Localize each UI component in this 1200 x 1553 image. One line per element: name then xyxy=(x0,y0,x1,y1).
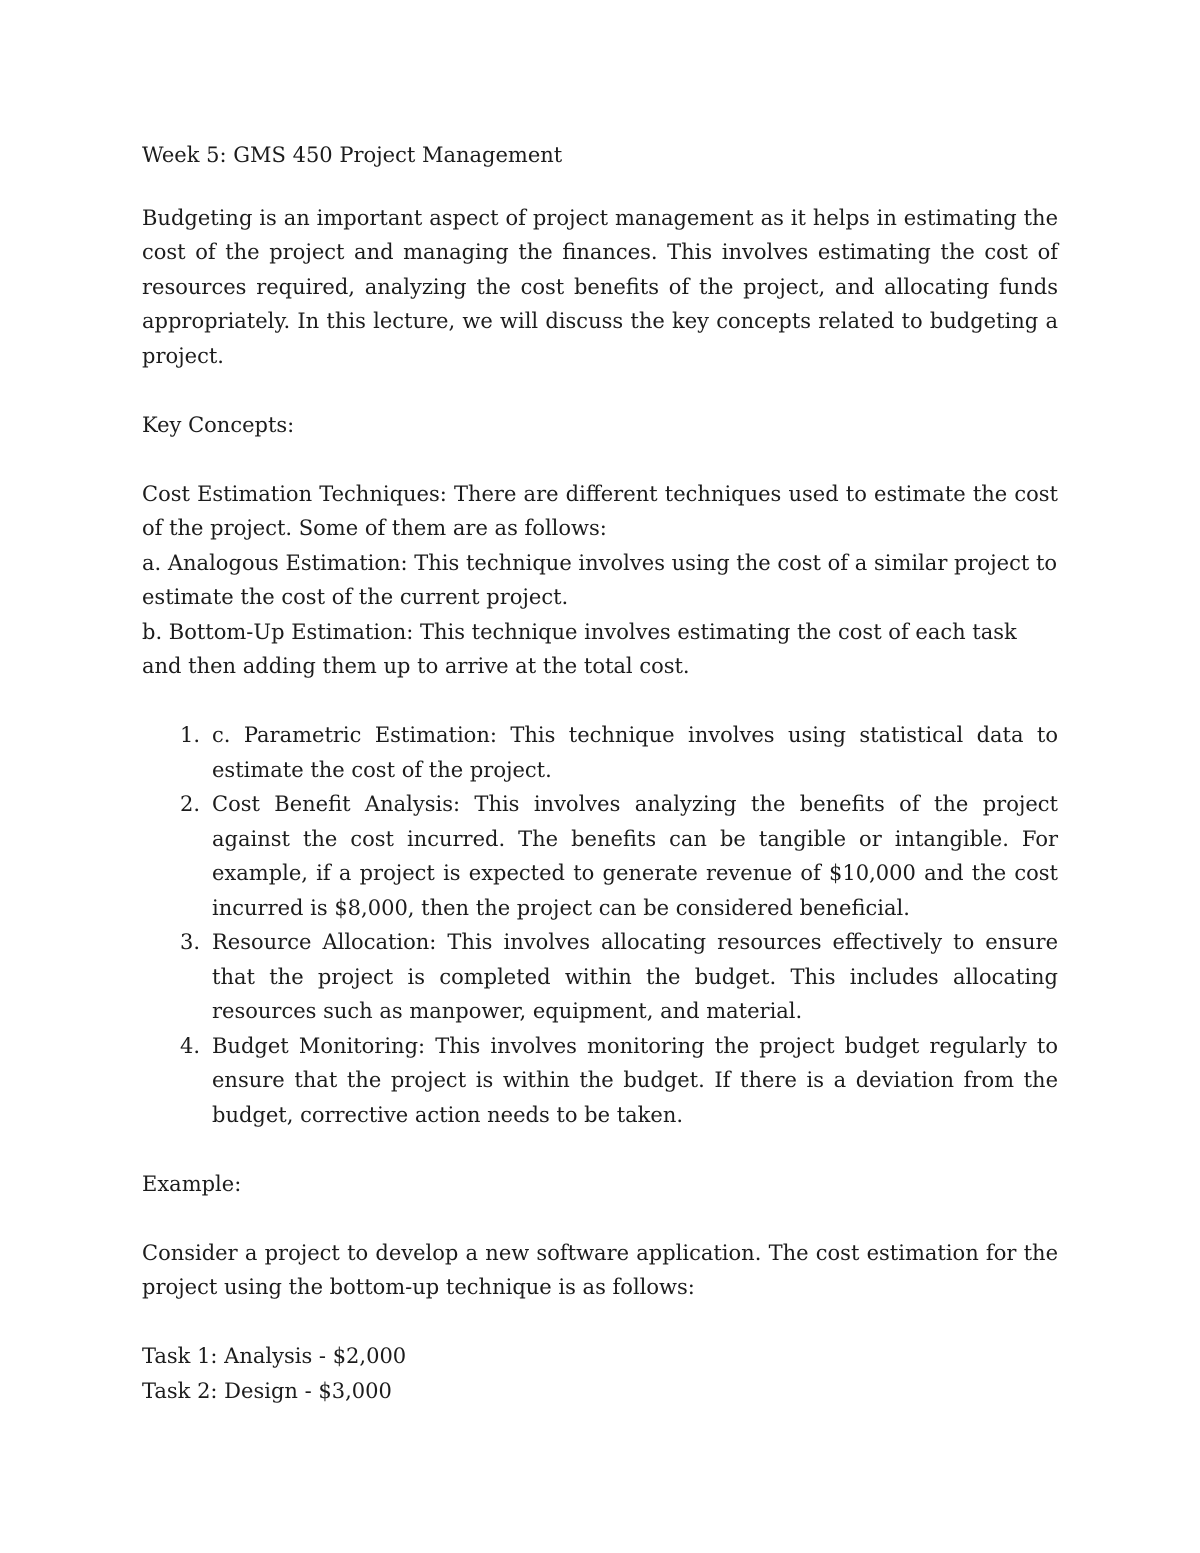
list-item-text: Resource Allocation: This involves allocating resources effectively to ensure that the project is completed within the budget. This includes allocating resources such as manpower, equipment, and material. xyxy=(212,930,1058,1023)
list-item xyxy=(142,925,1058,1029)
key-concepts-heading: Key Concepts: xyxy=(142,412,295,437)
task-line: Task 1: Analysis - $2,000 xyxy=(142,1344,407,1368)
list-item-number: 4. xyxy=(179,1033,200,1058)
spacer xyxy=(142,373,1058,408)
spacer xyxy=(142,684,1058,719)
spacer xyxy=(142,173,1058,201)
cost-estimation-paragraph: Cost Estimation Techniques: There are different techniques used to estimate the cost of the project. Some of them are as follows: xyxy=(142,481,1058,540)
spacer xyxy=(142,1201,1058,1236)
list-item xyxy=(142,1029,1058,1133)
bottom-up-estimation-item: b. Bottom-Up Estimation: This technique involves estimating the cost of each task and then adding them up to arrive at the total cost. xyxy=(142,619,1017,678)
document-title: Week 5: GMS 450 Project Management xyxy=(142,143,563,167)
analogous-estimation-item: a. Analogous Estimation: This technique involves using the cost of a similar project to estimate the cost of the current project. xyxy=(142,550,1058,609)
list-item-text: Budget Monitoring: This involves monitoring the project budget regularly to ensure that the project is within the budget. If there is a deviation from the budget, corrective action needs to be taken. xyxy=(212,1033,1058,1127)
spacer xyxy=(142,442,1058,477)
task-line: Task 2: Design - $3,000 xyxy=(142,1378,392,1403)
list-item-number: 2. xyxy=(179,792,200,816)
list-item-text: c. Parametric Estimation: This technique involves using statistical data to estimate the cost of the project. xyxy=(212,723,1058,782)
list-item xyxy=(142,718,1058,787)
spacer xyxy=(142,1132,1058,1167)
example-paragraph: Consider a project to develop a new software application. The cost estimation for the project using the bottom-up technique is as follows: xyxy=(142,1240,1058,1299)
list-item-number: 3. xyxy=(179,930,200,954)
spacer xyxy=(142,1305,1058,1340)
list-item-text: Cost Benefit Analysis: This involves analyzing the benefits of the project against the cost incurred. The benefits can be tangible or intangible. For example, if a project is expected to generate revenue of $10,000 and the cost incurred is $8,000, then the project can be considered beneficial. xyxy=(212,792,1058,920)
intro-paragraph: Budgeting is an important aspect of project management as it helps in estimating the cost of the project and managing the finances. This involves estimating the cost of resources required, analyzing the cost benefits of the project, and allocating funds appropriately. In this lecture, we will discuss the key concepts related to budgeting a project. xyxy=(142,205,1058,368)
example-heading: Example: xyxy=(142,1171,242,1196)
concepts-list xyxy=(142,718,1058,1132)
document-page xyxy=(142,138,1058,1408)
list-item xyxy=(142,787,1058,925)
list-item-number: 1. xyxy=(179,723,200,747)
